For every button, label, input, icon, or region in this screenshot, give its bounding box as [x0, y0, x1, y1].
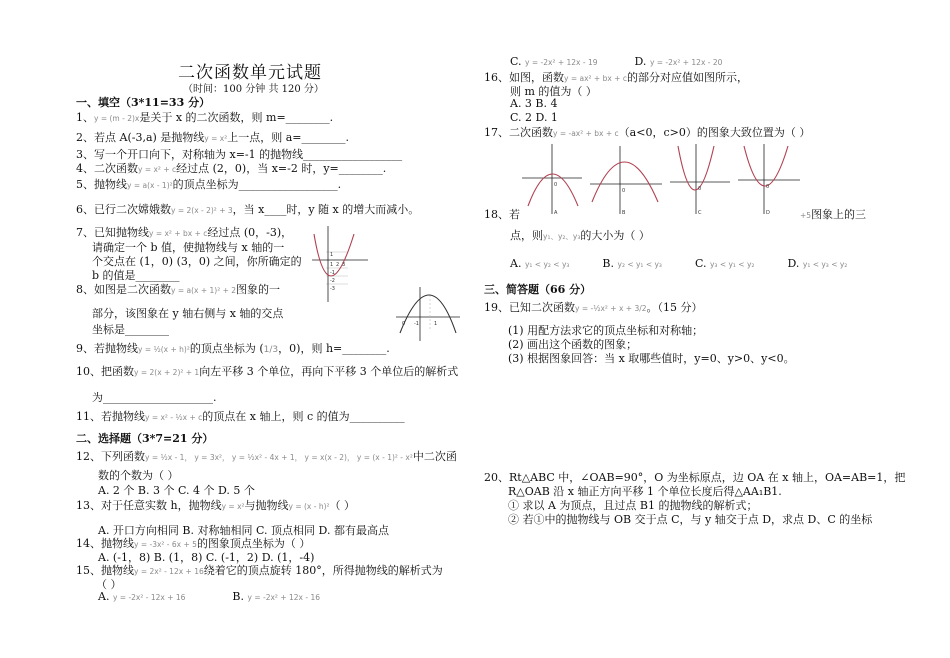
formula: y = -½x² + x + 3/2 — [575, 304, 647, 313]
q17-graph-b — [588, 142, 664, 216]
question-12-line2: 数的个数为（ ） — [98, 469, 179, 482]
formula: y = x² — [221, 502, 245, 511]
formula: y = 2(x + 2)² + 1 — [134, 368, 200, 377]
axis-label: 0 — [622, 188, 626, 194]
tick-label: 0 — [402, 321, 406, 327]
formula: y = x² + bx + c — [149, 229, 208, 238]
formula: y = -2x² - 12x + 16 — [112, 593, 186, 602]
question-14: 14、抛物线y = -3x² - 6x + 5的图象顶点坐标为（ ） — [76, 537, 311, 550]
formula: y = -2x² + 12x - 16 — [247, 593, 320, 602]
axis-label: 0 — [698, 186, 702, 192]
question-11: 11、若抛物线y = x² - ½x + c的顶点在 x 轴上，则 c 的值为__________ — [76, 410, 405, 423]
question-13-options: A. 开口方向相同 B. 对称轴相同 C. 顶点相同 D. 都有最高点 — [98, 524, 389, 537]
axis-label: 0 — [554, 182, 558, 188]
question-3: 3、写一个开口向下，对称轴为 x=-1 的抛物线__________________ — [76, 148, 403, 161]
question-14-options: A. (-1，8) B. (1，8) C. (-1，2) D. (1，-4) — [98, 551, 315, 564]
formula: y = a(x + 1)² + 2 — [171, 286, 237, 295]
question-19: 19、已知二次函数y = -½x² + x + 3/2。（15 分） — [484, 301, 703, 314]
question-18: 18、若 — [484, 208, 520, 221]
question-10-line2: 为____________________. — [92, 391, 217, 404]
question-1: 1、y = (m - 2)x是关于 x 的二次函数，则 m=________. — [76, 111, 334, 124]
formula: y₁ < y₃ < y₂ — [802, 260, 848, 269]
question-15-options-cd: C. y = -2x² + 12x - 19 D. y = -2x² + 12x - 20 — [510, 55, 723, 68]
question-18-tail: +5图象上的三 — [800, 208, 867, 221]
formula: y₁ < y₂ < y₃ — [524, 260, 570, 269]
formula: y = -2x² + 12x - 19 — [525, 58, 598, 67]
formula: y = -3x² - 6x + 5 — [134, 540, 197, 549]
formula: y = x² — [204, 134, 228, 143]
question-4: 4、二次函数y = x² + c经过点 (2，0)，当 x=-2 时，y=________. — [76, 162, 387, 175]
question-16-options-1: A. 3 B. 4 — [510, 97, 558, 110]
question-13: 13、对于任意实数 h，抛物线y = x²与抛物线y = (x - h)²（ ） — [76, 499, 356, 512]
question-2: 2、若点 A(-3,a) 是抛物线y = x²上一点，则 a=________. — [76, 131, 350, 144]
section-fill-blank: 一、填空（3*11=33 分） — [76, 96, 211, 109]
formula: 1/3 — [263, 345, 279, 355]
page-title: 二次函数单元试题 — [178, 63, 322, 83]
question-20-line2: R△OAB 沿 x 轴正方向平移 1 个单位长度后得△AA₁B1. — [508, 485, 782, 498]
formula: y = a(x - 1)² — [127, 181, 173, 190]
graph-label: D — [766, 210, 770, 216]
question-5: 5、抛物线y = a(x - 1)²的顶点坐标为__________________. — [76, 178, 342, 191]
formula: y = (x - h)² — [288, 502, 330, 511]
page-subtitle: （时间：100 分钟 共 120 分） — [183, 84, 324, 95]
tick-label: 1 — [434, 321, 438, 327]
formula: y₁、y₂、y₃ — [543, 232, 581, 241]
question-18-options: A. y₁ < y₂ < y₃ B. y₂ < y₁ < y₃ C. y₃ < y₁ < y₂ D. y₁ < y₃ < y₂ — [510, 257, 848, 270]
question-17: 17、二次函数y = -ax² + bx + c（a<0，c>0）的图象大致位置为（ ） — [484, 126, 811, 139]
formula: y = x² + c — [138, 165, 177, 174]
formula: y = (m - 2)x — [94, 114, 140, 123]
question-12: 12、下列函数y = ½x - 1， y = 3x²， y = ½x² - 4x + 1， y = x(x - 2)， y = (x - 1)² - x²中二次函 — [76, 450, 457, 463]
section-short-answer: 三、简答题（66 分） — [484, 283, 592, 296]
question-15: 15、抛物线y = 2x² - 12x + 16绕着它的顶点旋转 180°，所得抛物线的解析式为 — [76, 564, 443, 577]
axis-label: 0 — [766, 184, 770, 190]
graph-label: C — [698, 210, 702, 216]
section-choice: 二、选择题（3*7=21 分） — [76, 432, 214, 445]
question-18-line2: 点，则y₁、y₂、y₃的大小为（ ） — [510, 229, 650, 242]
question-12-options: A. 2 个 B. 3 个 C. 4 个 D. 5 个 — [98, 484, 255, 497]
q17-graph-c — [668, 142, 732, 216]
question-16: 16、如图，函数y = ax² + bx + c的部分对应值如图所示， — [484, 71, 748, 84]
formula: y = x² - ½x + c — [145, 413, 203, 422]
formula: y = 2x² - 12x + 16 — [134, 567, 204, 576]
question-16-line2: 则 m 的值为（ ） — [510, 85, 597, 98]
tick-label: -3 — [330, 286, 335, 292]
tick-label: 1 — [330, 262, 334, 268]
question-19-part3: (3) 根据图象回答：当 x 取哪些值时，y=0、y>0、y<0。 — [508, 352, 795, 365]
question-8-line3: 坐标是________ — [92, 323, 169, 336]
q17-graph-d — [736, 142, 802, 216]
tick-label: -2 — [330, 278, 335, 284]
formula: y₃ < y₁ < y₂ — [709, 260, 755, 269]
graph-label: B — [622, 210, 626, 216]
q17-graph-a — [520, 142, 584, 216]
formula: y = ½x - 1， y = 3x²， y = ½x² - 4x + 1， y = x(x - 2)， y = (x - 1)² - x² — [145, 453, 413, 462]
formula: y = 2(x - 2)² + 3 — [171, 206, 233, 215]
question-8: 8、如图是二次函数y = a(x + 1)² + 2图象的一 — [76, 283, 281, 296]
question-15-line2: （ ） — [96, 578, 122, 591]
question-20: 20、Rt△ABC 中，∠OAB=90°，O 为坐标原点，边 OA 在 x 轴上，OA=AB=1，把 — [484, 471, 906, 484]
question-8-line2: 部分，该图象在 y 轴右侧与 x 轴的交点 — [92, 307, 284, 320]
question-9: 9、若抛物线y = ½(x + h)²的顶点坐标为 (1/3，0)，则 h=________. — [76, 342, 390, 355]
question-6: 6、已行二次嫦娥数y = 2(x - 2)² + 3，当 x____时，y 随 x 的增大而减小。 — [76, 203, 420, 216]
formula: y = ax² + bx + c — [564, 74, 627, 83]
q8-parabola-figure — [394, 285, 462, 343]
formula: +5 — [800, 211, 812, 220]
formula: y = -ax² + bx + c — [553, 129, 619, 138]
graph-label: A — [554, 210, 558, 216]
question-19-part1: (1) 用配方法求它的顶点坐标和对称轴； — [508, 324, 704, 337]
tick-label: -1 — [330, 270, 335, 276]
formula: y = -2x² + 12x - 20 — [649, 58, 723, 67]
question-7: 7、已知抛物线y = x² + bx + c经过点 (0，-3)， 请确定一个 b 值，使抛物线与 x 轴的一 个交点在 (1，0) (3，0) 之间，你所确定的 b 的值是________ — [76, 226, 302, 282]
tick-label: 3 — [342, 262, 346, 268]
question-20-part1: ① 求以 A 为顶点，且过点 B1 的抛物线的解析式； — [508, 499, 758, 512]
tick-label: 1 — [330, 252, 334, 258]
formula: y = ½(x + h)² — [138, 345, 190, 354]
tick-label: -1 — [414, 321, 419, 327]
tick-label: 2 — [336, 262, 340, 268]
question-19-part2: (2) 画出这个函数的图象； — [508, 338, 638, 351]
question-20-part2: ② 若①中的抛物线与 OB 交于点 C，与 y 轴交于点 D，求点 D、C 的坐标 — [508, 513, 873, 526]
q7-parabola-figure — [310, 222, 370, 304]
question-10: 10、把函数y = 2(x + 2)² + 1向左平移 3 个单位，再向下平移 3 个单位后的解析式 — [76, 365, 459, 378]
question-16-options-2: C. 2 D. 1 — [510, 111, 558, 124]
formula: y₂ < y₁ < y₃ — [617, 260, 662, 269]
question-15-options-ab: A. y = -2x² - 12x + 16 B. y = -2x² + 12x - 16 — [98, 590, 320, 603]
